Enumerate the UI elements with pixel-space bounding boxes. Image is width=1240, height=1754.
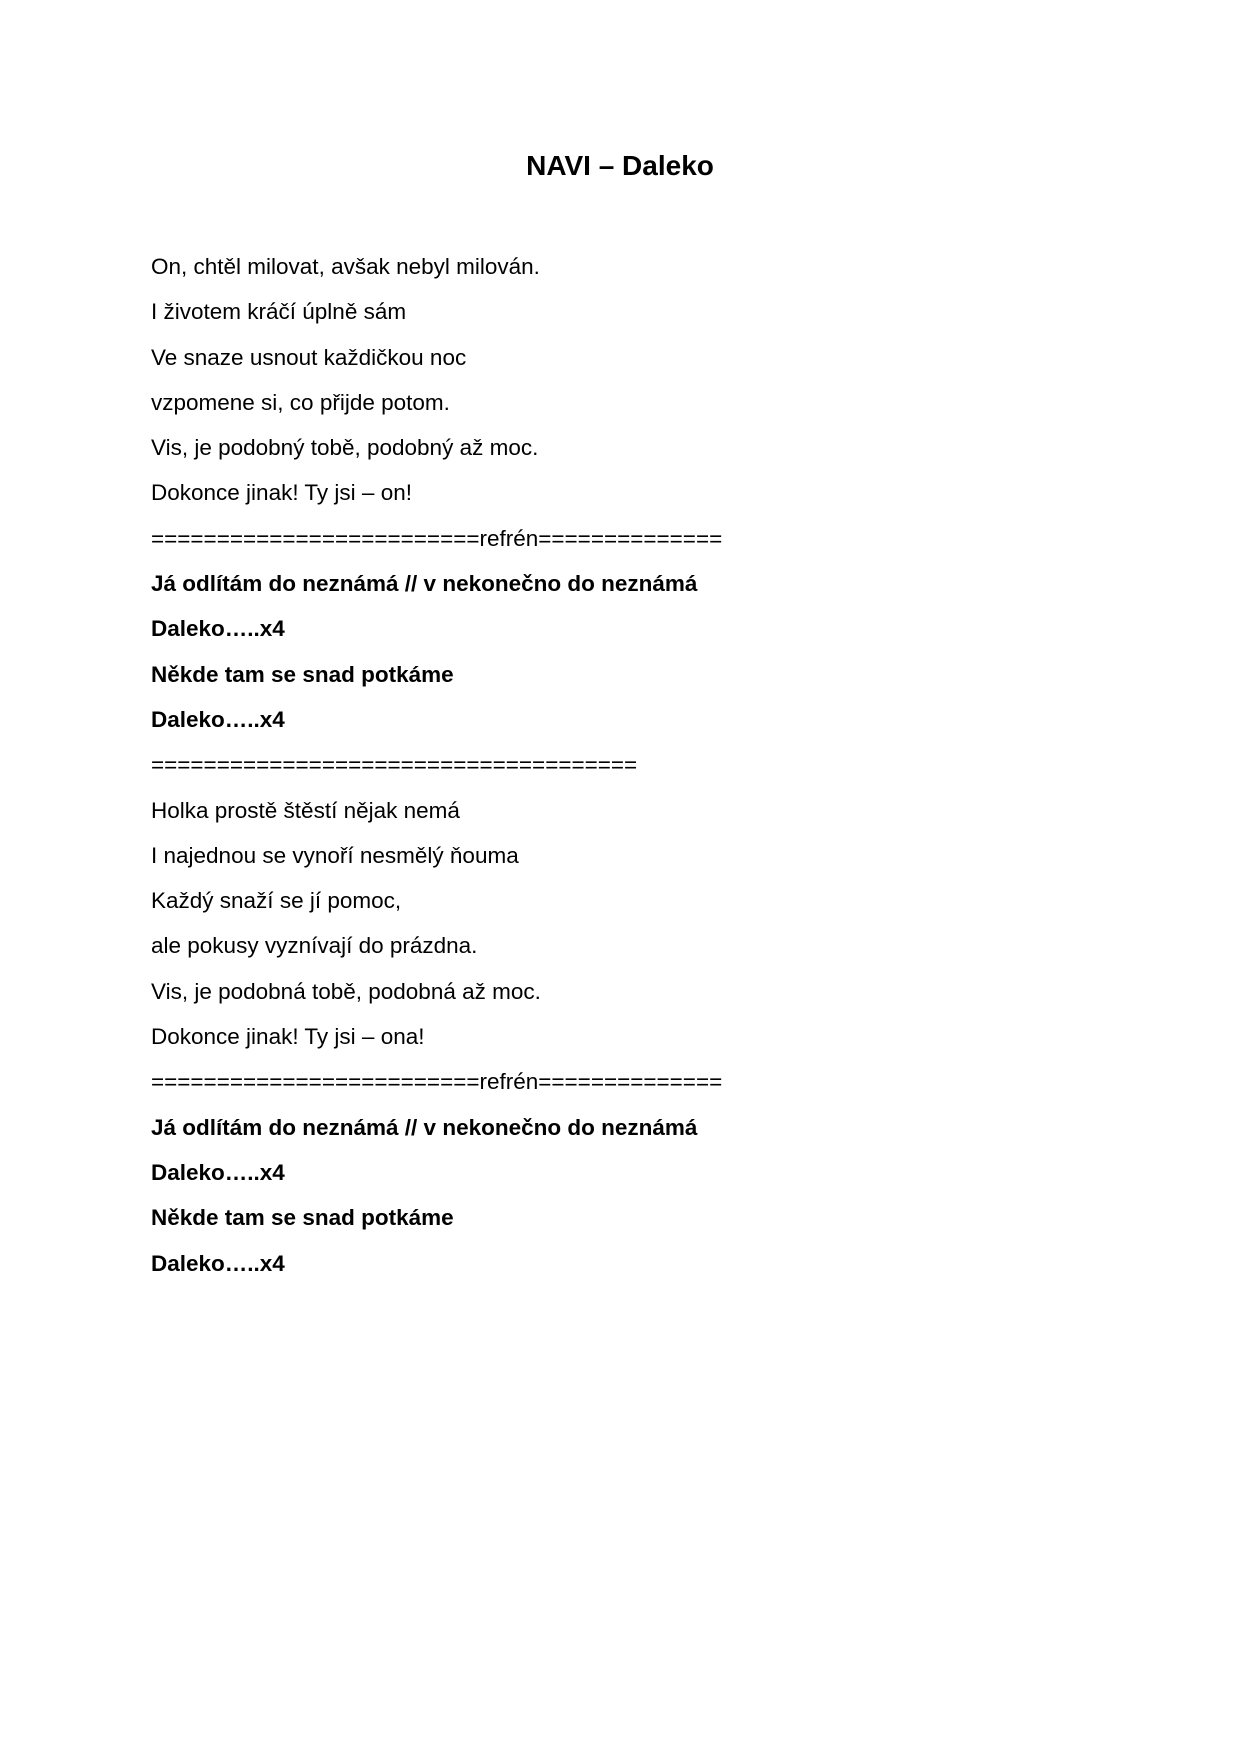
lyric-line: ale pokusy vyznívají do prázdna.: [151, 933, 478, 959]
lyric-line: Každý snaží se jí pomoc,: [151, 888, 402, 914]
lyric-line-refrain: Někde tam se snad potkáme: [151, 1205, 454, 1231]
lyric-line-refrain: Daleko…..x4: [151, 616, 285, 642]
lyric-line: vzpomene si, co přijde potom.: [151, 389, 450, 415]
lyric-line-refrain: Daleko…..x4: [151, 1159, 285, 1185]
lyric-line: On, chtěl milovat, avšak nebyl milován.: [151, 254, 540, 279]
lyric-line: =========================refrén==============: [151, 1069, 723, 1095]
lyric-line-refrain: Já odlítám do neznámá // v nekonečno do neznámá: [151, 1114, 698, 1140]
lyric-line: Dokonce jinak! Ty jsi – on!: [151, 480, 412, 506]
lyric-line-refrain: Já odlítám do neznámá // v nekonečno do neznámá: [151, 571, 698, 597]
lyric-line: I najednou se vynoří nesmělý ňouma: [151, 842, 519, 868]
lyric-line: Vis, je podobná tobě, podobná až moc.: [151, 978, 541, 1004]
lyric-line: Dokonce jinak! Ty jsi – ona!: [151, 1024, 425, 1050]
lyric-line-refrain: Daleko…..x4: [151, 1250, 285, 1276]
lyric-line: I životem kráčí úplně sám: [151, 299, 407, 325]
lyric-line: =====================================: [151, 752, 638, 778]
lyric-line: Holka prostě štěstí nějak nemá: [151, 797, 460, 823]
lyric-line: =========================refrén==============: [151, 525, 723, 551]
lyrics-body: [151, 244, 1151, 1286]
lyric-line: Ve snaze usnout každičkou noc: [151, 344, 467, 370]
lyric-line: Vis, je podobný tobě, podobný až moc.: [151, 435, 539, 461]
song-title: NAVI – Daleko: [526, 150, 714, 181]
lyric-line-refrain: Daleko…..x4: [151, 706, 285, 732]
lyric-line-refrain: Někde tam se snad potkáme: [151, 661, 454, 687]
